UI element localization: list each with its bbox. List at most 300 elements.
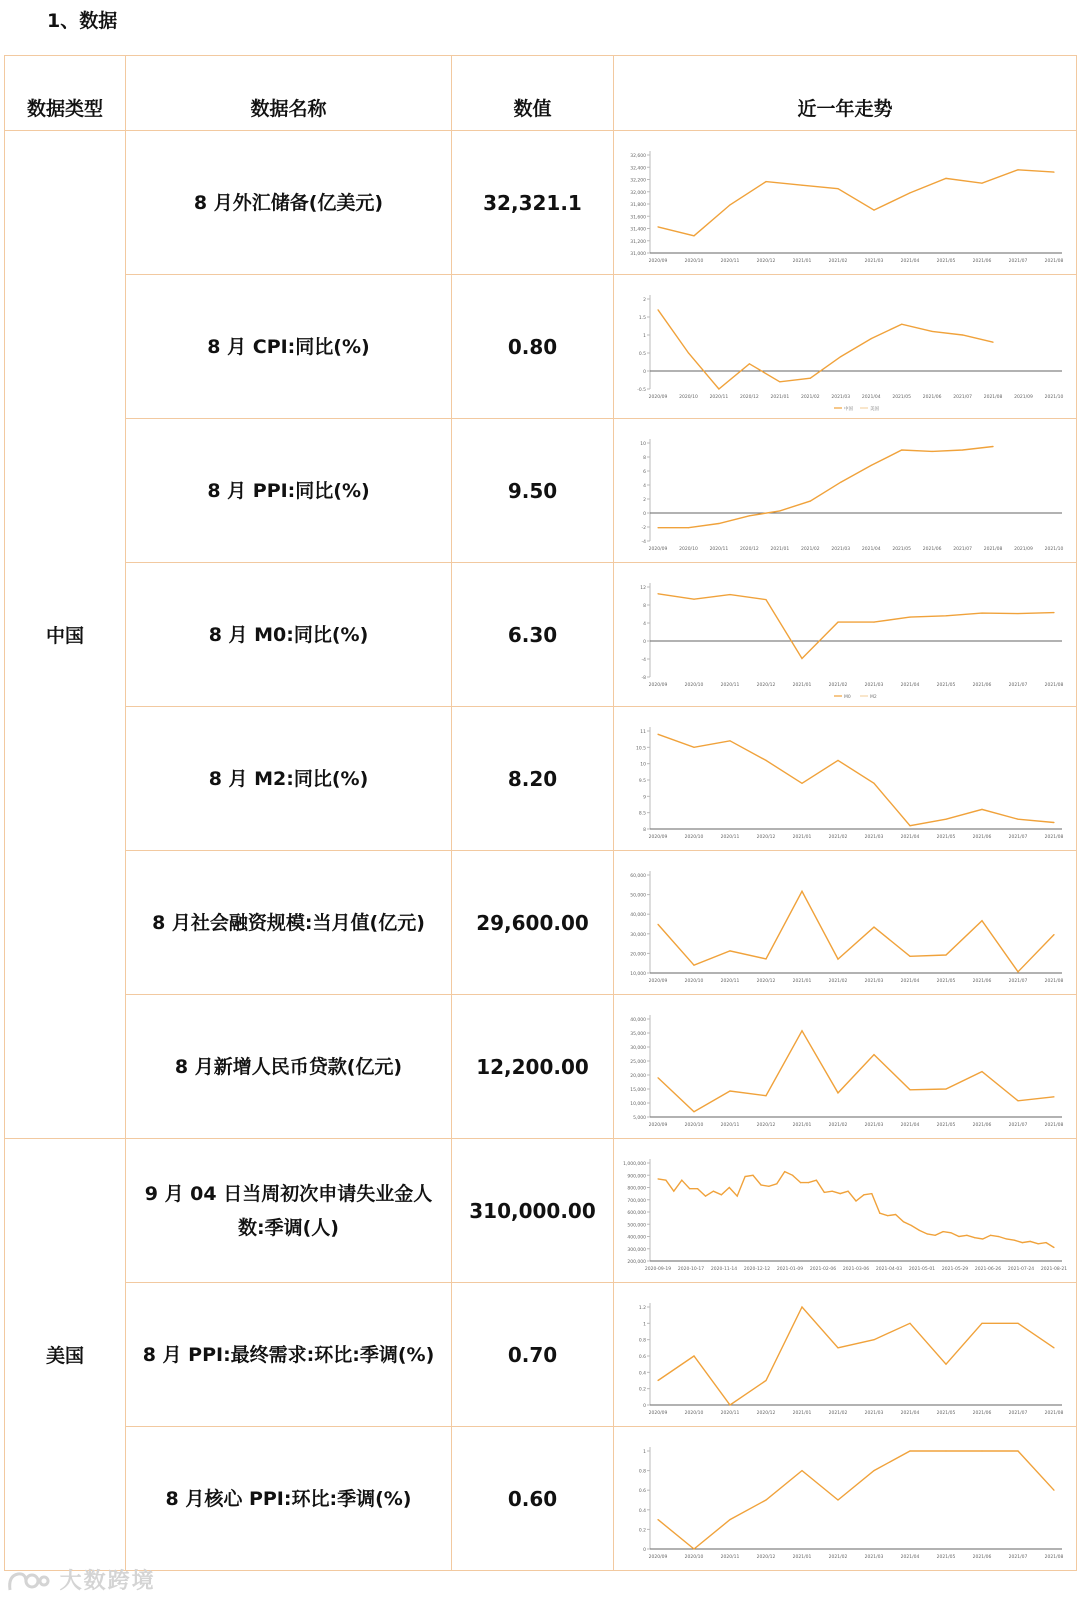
trend-cell [614,1427,1077,1571]
legend-label: M2 [870,694,877,700]
trend-chart-fx-reserves [614,131,1076,274]
data-point [895,1214,896,1215]
x-tick-label: 2021/02 [828,835,848,840]
y-tick-label: 0.6 [638,1489,646,1495]
trend-cell [614,563,1077,707]
series-line [658,170,1054,236]
y-tick-label: 600,000 [627,1211,646,1216]
data-point [873,927,874,928]
data-point [765,1499,766,1500]
data-point [801,783,802,784]
x-tick-label: 2021/02 [828,979,848,984]
x-tick-label: 2021/07 [1008,835,1028,840]
data-point [713,1191,714,1192]
data-point [990,1235,991,1236]
data-point [749,363,750,364]
y-tick-label: 1.5 [638,316,646,321]
y-tick-label: 8.5 [638,811,646,817]
x-tick-label: 2021/03 [864,683,884,688]
data-point [765,1095,766,1096]
y-tick-label: 0 [643,1404,646,1409]
data-point [903,1221,904,1222]
series-line [658,1172,1054,1248]
trend-cell [614,419,1077,563]
y-tick-label: 0.8 [638,1338,646,1344]
header-value: 数值 [452,56,614,131]
x-tick-label: 2021/06 [922,547,942,552]
data-point [981,920,982,921]
x-tick-label: 2021/05 [892,395,912,400]
x-tick-label: 2021/01 [770,547,790,552]
data-point [945,1088,946,1089]
data-point [909,1089,910,1090]
x-tick-label: 2021/04 [900,835,920,840]
data-point [693,1111,694,1112]
y-tick-label: 200,000 [627,1260,646,1265]
data-point [776,1183,777,1184]
y-tick-label: 15,000 [630,1088,646,1093]
data-point [981,1071,982,1072]
x-tick-label: 2021/04 [900,1411,920,1416]
y-tick-label: 8 [643,604,646,609]
data-point [873,1054,874,1055]
y-tick-label: 0 [643,1548,646,1553]
data-point [911,1225,912,1226]
data-point [801,1306,802,1307]
data-point [779,381,780,382]
table-row [5,707,1077,851]
x-tick-label: 2021/03 [864,1555,884,1560]
x-tick-label: 2021/01 [770,395,790,400]
x-tick-label: 2020/09 [648,1123,668,1128]
x-tick-label: 2020/11 [720,979,740,984]
y-tick-label: 31,400 [630,227,646,233]
y-tick-label: 8 [643,456,646,461]
data-point [943,1231,944,1232]
x-tick-label: 2020/11 [709,547,729,552]
data-value-cell: 8.20 [452,707,614,851]
series-line [658,734,1054,825]
data-point [752,1175,753,1176]
data-value-cell: 0.70 [452,1283,614,1427]
data-point [765,599,766,600]
x-tick-label: 2021-07-24 [1007,1267,1035,1272]
data-point [657,1178,658,1179]
x-tick-label: 2021/04 [900,979,920,984]
x-tick-label: 2021/04 [900,259,920,264]
data-point [962,449,963,450]
y-tick-label: 1 [643,1450,646,1455]
data-point [718,388,719,389]
y-tick-label: 4 [643,484,646,489]
y-tick-label: 60,000 [630,874,646,879]
x-tick-label: 2021/01 [792,259,812,264]
data-point [801,891,802,892]
y-tick-label: 20,000 [630,1074,646,1079]
x-tick-label: 2021-01-09 [776,1267,804,1272]
x-tick-label: 2021/04 [900,1123,920,1128]
data-point [1017,1323,1018,1324]
data-point [657,309,658,310]
x-tick-label: 2020/10 [684,1411,704,1416]
trend-cell [614,1283,1077,1427]
data-point [765,181,766,182]
data-point [837,958,838,959]
data-point [873,622,874,623]
x-tick-label: 2021/07 [1008,1411,1028,1416]
data-point [729,1187,730,1188]
y-tick-label: -8 [641,676,646,681]
data-point [737,1195,738,1196]
data-point [765,958,766,959]
y-tick-label: 20,000 [630,952,646,958]
x-tick-label: 2021/01 [792,1555,812,1560]
series-line [658,594,1054,659]
x-tick-label: 2021/08 [1044,259,1064,264]
data-point [962,334,963,335]
data-point [1017,613,1018,614]
data-point [945,178,946,179]
data-point [673,1191,674,1192]
data-point [847,1191,848,1192]
data-name-cell: 8 月 PPI:最终需求:环比:季调(%) [126,1283,452,1427]
data-name-cell: 8 月新增人民币贷款(亿元) [126,995,452,1139]
x-tick-label: 2020/11 [709,395,729,400]
y-tick-label: 9.5 [638,779,646,784]
x-tick-label: 2020/11 [720,1123,740,1128]
data-point [1053,171,1054,172]
x-tick-label: 2021/06 [922,395,942,400]
data-point [966,1235,967,1236]
data-point [693,599,694,600]
data-point [873,783,874,784]
x-tick-label: 2020/10 [684,835,704,840]
data-point [693,1355,694,1356]
data-point [932,451,933,452]
data-point [729,204,730,205]
data-value-cell: 32,321.1 [452,131,614,275]
x-tick-label: 2021-04-03 [875,1267,903,1272]
data-point [837,188,838,189]
legend-label: M0 [844,694,851,700]
data-point [693,235,694,236]
table-row [5,851,1077,995]
table-row [5,1139,1077,1283]
y-tick-label: 800,000 [627,1186,646,1192]
y-tick-label: -4 [641,658,646,663]
data-value-cell: 9.50 [452,419,614,563]
data-point [657,1519,658,1520]
data-point [665,1180,666,1181]
x-tick-label: 2021/05 [936,835,956,840]
x-tick-label: 2021/06 [972,1411,992,1416]
trend-chart-jobless-claims [614,1139,1076,1282]
data-point [745,1176,746,1177]
x-tick-label: 2020/09 [648,1555,668,1560]
data-point [824,1192,825,1193]
data-point [909,617,910,618]
y-tick-label: 40,000 [630,1018,646,1023]
type-cell-usa: 美国 [5,1139,126,1571]
data-value-cell: 6.30 [452,563,614,707]
data-point [998,1236,999,1237]
data-point [1053,1247,1054,1248]
data-point [927,1233,928,1234]
trend-chart-us-ppi [614,1283,1076,1426]
data-name-cell: 9 月 04 日当周初次申请失业金人数:季调(人) [126,1139,452,1283]
x-tick-label: 2021/01 [792,683,812,688]
table-row [5,275,1077,419]
data-value-cell: 0.60 [452,1427,614,1571]
legend-label: 中国 [844,406,853,412]
x-tick-label: 2021/07 [1008,259,1028,264]
data-name-cell: 8 月核心 PPI:环比:季调(%) [126,1427,452,1571]
data-name-cell: 8 月社会融资规模:当月值(亿元) [126,851,452,995]
y-tick-label: 25,000 [630,1060,646,1065]
y-tick-label: 50,000 [630,893,646,899]
x-tick-label: 2020/12 [756,259,776,264]
x-tick-label: 2020/09 [648,979,668,984]
x-tick-label: 2021-08-21 [1040,1267,1068,1272]
y-tick-label: 8 [643,828,646,833]
table-row [5,1283,1077,1427]
data-point [919,1230,920,1231]
x-tick-label: 2021/09 [1014,547,1033,552]
data-point [945,1450,946,1451]
data-point [855,1200,856,1201]
trend-cell [614,995,1077,1139]
data-point [801,1030,802,1031]
data-point [801,185,802,186]
data-point [837,622,838,623]
x-tick-label: 2020/11 [720,835,740,840]
data-point [681,1180,682,1181]
x-tick-label: 2021/06 [972,1123,992,1128]
trend-cell [614,851,1077,995]
data-point [832,1191,833,1192]
data-point [945,819,946,820]
x-tick-label: 2020/09 [648,683,668,688]
y-tick-label: 31,200 [630,239,646,245]
data-point [1053,1096,1054,1097]
data-point [657,734,658,735]
x-tick-label: 2021/07 [1008,979,1028,984]
x-tick-label: 2020/12 [740,395,759,400]
trend-chart-ppi [614,419,1076,562]
data-point [887,1215,888,1216]
series-line [658,310,993,389]
table-row [5,419,1077,563]
x-tick-label: 2020/09 [648,1411,668,1416]
x-tick-label: 2021/05 [936,683,956,688]
y-tick-label: 10 [640,442,646,447]
x-tick-label: 2021/04 [900,1555,920,1560]
y-tick-label: 4 [643,622,646,627]
x-tick-label: 2021/08 [1044,1123,1064,1128]
data-point [909,825,910,826]
x-tick-label: 2021/05 [936,979,956,984]
data-point [1022,1242,1023,1243]
x-tick-label: 2020-10-17 [677,1267,705,1272]
data-table [4,55,1077,1571]
data-point [982,1238,983,1239]
y-tick-label: 300,000 [627,1247,646,1253]
x-tick-label: 2021/02 [800,547,820,552]
data-point [705,1195,706,1196]
header-trend: 近一年走势 [614,56,1077,131]
data-point [689,1188,690,1189]
x-tick-label: 2021/03 [864,979,884,984]
y-tick-label: 2 [643,298,646,303]
data-point [718,523,719,524]
x-tick-label: 2021-03-06 [842,1267,870,1272]
data-point [765,760,766,761]
x-tick-label: 2021/03 [864,1411,884,1416]
data-point [837,1092,838,1093]
data-point [992,446,993,447]
x-tick-label: 2021/06 [972,259,992,264]
x-tick-label: 2020/12 [756,1411,776,1416]
data-point [693,1548,694,1549]
legend-label: 美国 [870,406,879,412]
table-row [5,995,1077,1139]
x-tick-label: 2021/01 [792,979,812,984]
x-tick-label: 2021/03 [831,395,851,400]
x-tick-label: 2021/05 [936,1123,956,1128]
y-tick-label: 1.2 [638,1306,646,1311]
data-point [657,1077,658,1078]
y-tick-label: 35,000 [630,1032,646,1037]
y-tick-label: 0.4 [638,1371,646,1377]
y-tick-label: 32,000 [630,190,646,196]
data-point [974,1237,975,1238]
data-point [765,1380,766,1381]
y-tick-label: 32,400 [630,166,646,172]
data-point [981,613,982,614]
data-value-cell: 12,200.00 [452,995,614,1139]
data-point [1017,971,1018,972]
data-point [1053,822,1054,823]
data-name-cell: 8 月外汇储备(亿美元) [126,131,452,275]
data-point [901,324,902,325]
x-tick-label: 2021/07 [1008,1555,1028,1560]
x-tick-label: 2021/08 [1044,683,1064,688]
x-tick-label: 2021/02 [828,683,848,688]
y-tick-label: 10,000 [630,1102,646,1107]
data-point [810,501,811,502]
data-point [801,1470,802,1471]
x-tick-label: 2020/10 [684,259,704,264]
data-point [1006,1238,1007,1239]
x-tick-label: 2020/09 [648,835,668,840]
series-line [658,1031,1054,1112]
data-point [873,210,874,211]
series-line [658,1307,1054,1405]
y-tick-label: 0.5 [638,352,646,357]
x-tick-label: 2021/10 [1044,547,1064,552]
watermark-text: 大数跨境 [59,1569,156,1594]
data-point [688,352,689,353]
x-tick-label: 2020/09 [648,395,668,400]
data-point [657,593,658,594]
data-point [1017,819,1018,820]
data-point [909,1450,910,1451]
data-point [657,924,658,925]
x-tick-label: 2021/06 [972,683,992,688]
x-tick-label: 2021/02 [800,395,820,400]
x-tick-label: 2021/10 [1044,395,1064,400]
y-tick-label: 700,000 [627,1198,646,1204]
data-point [810,378,811,379]
data-point [992,342,993,343]
trend-chart-m2 [614,707,1076,850]
data-point [693,965,694,966]
trend-cell [614,1139,1077,1283]
data-point [901,449,902,450]
data-point [729,1519,730,1520]
x-tick-label: 2021/01 [792,1123,812,1128]
data-point [871,338,872,339]
table-row [5,1427,1077,1571]
data-point [657,527,658,528]
y-tick-label: 12 [640,586,646,591]
y-tick-label: 0.6 [638,1355,646,1360]
trend-chart-m0 [614,563,1076,706]
data-point [1053,1347,1054,1348]
trend-cell [614,275,1077,419]
data-point [760,1184,761,1185]
x-tick-label: 2021/08 [1044,835,1064,840]
x-tick-label: 2021/01 [792,1411,812,1416]
data-point [981,809,982,810]
x-tick-label: 2020-12-12 [743,1267,771,1272]
watermark-logo-icon [6,1570,50,1594]
x-tick-label: 2020/11 [720,1411,740,1416]
x-tick-label: 2021/01 [792,835,812,840]
data-point [1053,934,1054,935]
data-point [729,1090,730,1091]
data-point [1053,1490,1054,1491]
x-tick-label: 2021/07 [953,395,972,400]
data-point [945,1364,946,1365]
x-tick-label: 2021/05 [936,1411,956,1416]
x-tick-label: 2021/08 [1044,979,1064,984]
data-point [909,192,910,193]
x-tick-label: 2020/12 [756,1123,776,1128]
data-point [1017,1450,1018,1451]
x-tick-label: 2021/03 [864,835,884,840]
data-point [981,1450,982,1451]
y-tick-label: 1 [643,334,646,339]
y-tick-label: 10.5 [635,746,646,752]
x-tick-label: 2021/05 [936,259,956,264]
data-point [768,1186,769,1187]
y-tick-label: 10,000 [630,972,646,977]
y-tick-label: 0 [643,640,646,645]
y-tick-label: 1 [643,1322,646,1328]
data-point [871,465,872,466]
data-point [1014,1240,1015,1241]
data-point [871,1193,872,1194]
y-tick-label: 400,000 [627,1235,646,1241]
data-name-cell: 8 月 M2:同比(%) [126,707,452,851]
data-point [879,1213,880,1214]
data-value-cell: 29,600.00 [452,851,614,995]
data-point [792,1175,793,1176]
x-tick-label: 2021/02 [828,259,848,264]
table-header-row [5,56,1077,131]
x-tick-label: 2021/03 [831,547,851,552]
